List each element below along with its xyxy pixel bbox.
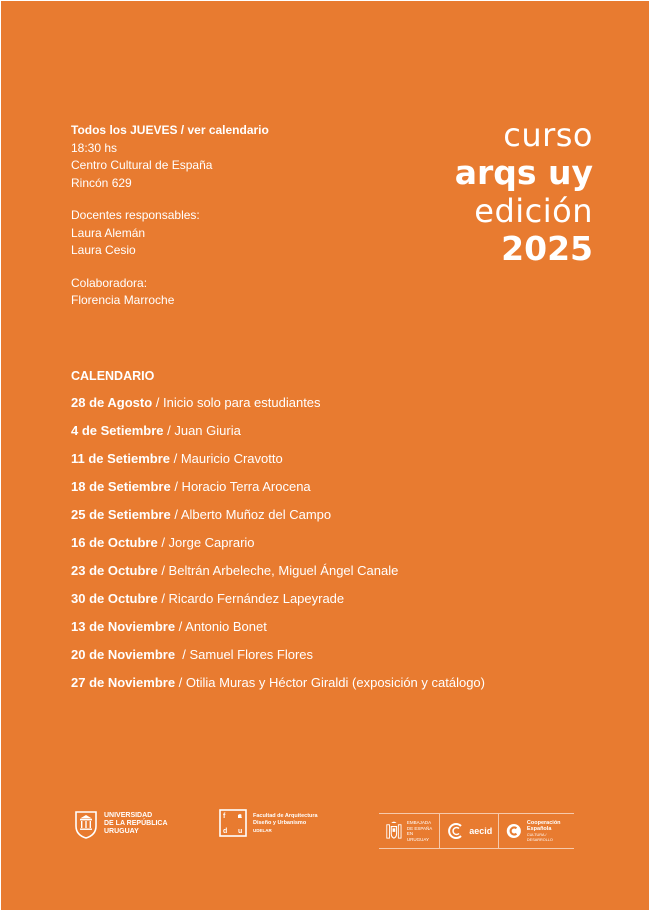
udelar-line: DE LA REPÚBLICA xyxy=(104,820,168,827)
course-title xyxy=(455,116,593,268)
entry-text: / Inicio solo para estudiantes xyxy=(152,395,321,410)
entry-text: / Beltrán Arbeleche, Miguel Ángel Canale xyxy=(157,563,399,578)
fadu-line: Diseño y Urbanismo xyxy=(253,819,307,826)
cooperacion-line: Española xyxy=(526,826,552,832)
cooperacion-block xyxy=(499,814,574,848)
event-time: 18:30 hs xyxy=(71,140,118,155)
entry-text: / Mauricio Cravotto xyxy=(170,451,283,466)
aecid-c-icon xyxy=(446,821,466,841)
teacher-name: Laura Cesio xyxy=(71,243,136,257)
entry-date: 16 de Octubre xyxy=(71,535,158,550)
calendar-entry xyxy=(71,618,485,646)
title-line-year: 2025 xyxy=(501,229,593,268)
entry-date: 27 de Noviembre xyxy=(71,675,176,690)
entry-text: / Horacio Terra Arocena xyxy=(170,479,311,494)
calendar-entry xyxy=(71,590,485,618)
udelar-logo xyxy=(73,809,168,839)
cooperacion-c-icon xyxy=(505,821,523,841)
embassy-block xyxy=(379,814,440,848)
entry-date: 23 de Octubre xyxy=(71,563,158,578)
calendar-entry xyxy=(71,646,485,674)
udelar-line: UNIVERSIDAD xyxy=(104,812,153,819)
entry-text: / Ricardo Fernández Lapeyrade xyxy=(157,591,345,606)
entry-date: 11 de Setiembre xyxy=(71,451,170,466)
sponsor-logos xyxy=(1,809,649,849)
aecid-label: aecid xyxy=(469,826,493,836)
entry-text: / Jorge Caprario xyxy=(157,535,255,550)
fadu-letter: a xyxy=(238,813,242,820)
title-line-curso: curso xyxy=(503,116,593,154)
calendar-entry xyxy=(71,534,485,562)
title-line-arqs-uy: arqs uy xyxy=(454,153,593,192)
entry-text: / Juan Giuria xyxy=(163,423,241,438)
entry-date: 18 de Setiembre xyxy=(71,479,171,494)
fadu-logo xyxy=(219,809,318,837)
embassy-line: EMBAJADA xyxy=(406,820,432,825)
schedule-line: Todos los JUEVES / ver calendario xyxy=(71,123,269,137)
embassy-line: DE ESPAÑA xyxy=(406,825,433,831)
spain-cooperation-logo xyxy=(379,813,574,849)
fadu-letter: u xyxy=(238,828,243,835)
event-venue: Centro Cultural de España xyxy=(71,158,213,172)
calendar-heading: CALENDARIO xyxy=(71,369,155,383)
fadu-mark-icon xyxy=(219,809,247,837)
poster xyxy=(1,1,649,910)
entry-date: 30 de Octubre xyxy=(71,591,158,606)
entry-date: 4 de Setiembre xyxy=(71,423,164,438)
fadu-line: UDELAR xyxy=(253,827,272,833)
fadu-line: Facultad de Arquitectura xyxy=(253,812,318,819)
calendar-entry xyxy=(71,562,485,590)
entry-text: / Antonio Bonet xyxy=(175,619,267,634)
udelar-line: URUGUAY xyxy=(104,828,139,835)
calendar-entry xyxy=(71,422,485,450)
aecid-block xyxy=(440,814,499,848)
fadu-letter: d xyxy=(223,828,228,835)
entry-text: / Otilia Muras y Héctor Giraldi (exposición y catálogo) xyxy=(175,675,485,690)
event-address: Rincón 629 xyxy=(71,175,132,190)
embassy-line: EN URUGUAY xyxy=(406,831,429,842)
collaborator-name: Florencia Marroche xyxy=(71,293,175,307)
calendar xyxy=(71,369,485,702)
entry-text: / Samuel Flores Flores xyxy=(175,647,314,662)
calendar-entry xyxy=(71,394,485,422)
fadu-letter: f xyxy=(223,813,226,820)
calendar-entry xyxy=(71,506,485,534)
cooperacion-line: CULTURA / DESARROLLO xyxy=(526,832,553,842)
spain-coat-of-arms-icon xyxy=(385,819,403,843)
title-line-edicion: edición xyxy=(474,192,593,230)
entry-text: / Alberto Muñoz del Campo xyxy=(170,507,332,522)
calendar-entry xyxy=(71,674,485,702)
calendar-entry xyxy=(71,478,485,506)
teachers-label: Docentes responsables: xyxy=(71,208,200,222)
entry-date: 13 de Noviembre xyxy=(71,619,176,634)
entry-date: 28 de Agosto xyxy=(71,395,153,410)
cooperacion-line: Cooperación xyxy=(526,819,561,826)
university-seal-icon xyxy=(73,809,99,839)
entry-date: 20 de Noviembre xyxy=(71,647,176,662)
event-info xyxy=(71,122,269,310)
calendar-entry xyxy=(71,450,485,478)
teacher-name: Laura Alemán xyxy=(71,225,146,240)
collaborator-label: Colaboradora: xyxy=(71,275,148,290)
entry-date: 25 de Setiembre xyxy=(71,507,171,522)
